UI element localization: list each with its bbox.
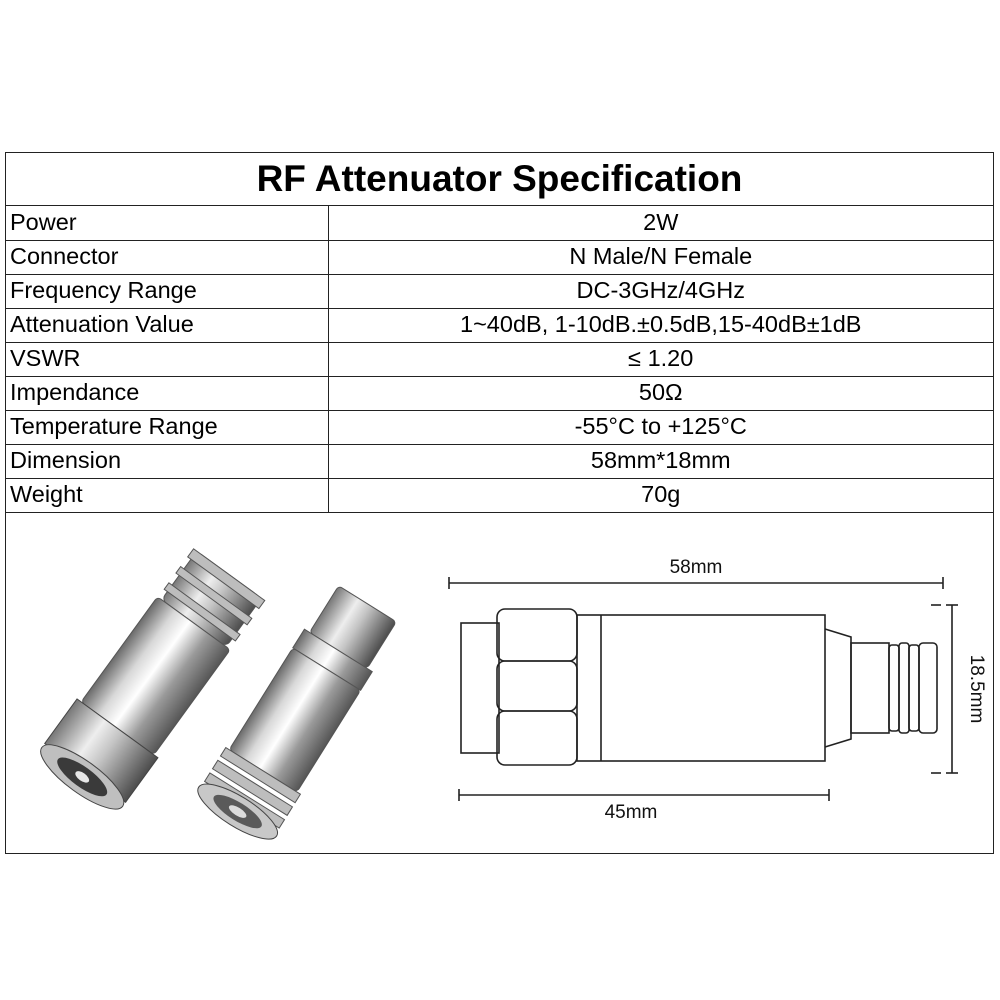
spec-value-temperature: -55°C to +125°C [328,410,993,444]
table-row [6,410,993,444]
spec-label-vswr: VSWR [6,342,328,376]
diameter-label: 18.5mm [966,654,987,723]
table-row [6,240,993,274]
table-row [6,342,993,376]
page-title: RF Attenuator Specification [6,153,993,206]
table-row [6,444,993,478]
spec-label-power: Power [6,206,328,240]
spec-table [6,206,993,513]
attenuator-product-photo [26,521,426,851]
spec-label-frequency: Frequency Range [6,274,328,308]
dimension-drawing [431,533,991,823]
spec-value-connector: N Male/N Female [328,240,993,274]
spec-label-temperature: Temperature Range [6,410,328,444]
table-row [6,206,993,240]
spec-label-weight: Weight [6,478,328,512]
body-length-label: 45mm [604,801,658,823]
table-row [6,478,993,512]
table-row [6,376,993,410]
spec-value-attenuation: 1~40dB, 1-10dB.±0.5dB,15-40dB±1dB [328,308,993,342]
spec-value-power: 2W [328,206,993,240]
table-row [6,274,993,308]
spec-value-vswr: ≤ 1.20 [328,342,993,376]
product-media [6,513,993,857]
spec-value-impedance: 50Ω [328,376,993,410]
spec-value-frequency: DC-3GHz/4GHz [328,274,993,308]
table-row [6,308,993,342]
spec-label-connector: Connector [6,240,328,274]
spec-label-dimension: Dimension [6,444,328,478]
spec-label-attenuation: Attenuation Value [6,308,328,342]
spec-value-dimension: 58mm*18mm [328,444,993,478]
spec-sheet [5,152,994,854]
spec-value-weight: 70g [328,478,993,512]
spec-label-impedance: Impendance [6,376,328,410]
overall-length-label: 58mm [669,556,723,578]
